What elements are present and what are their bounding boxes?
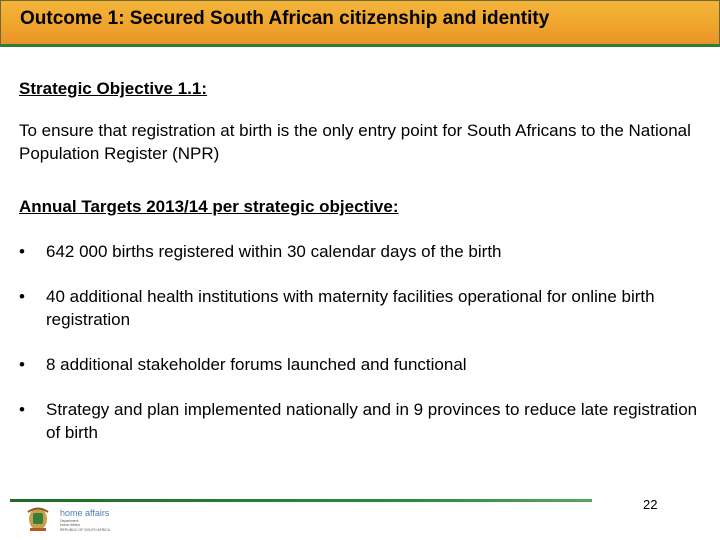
- slide-content: [19, 78, 699, 466]
- bullet-icon: •: [19, 287, 25, 306]
- list-item: [19, 353, 699, 376]
- targets-list: [19, 240, 699, 444]
- target-text: 40 additional health institutions with maternity facilities operational for online birth registration: [46, 287, 655, 329]
- targets-heading: Annual Targets 2013/14 per strategic objective:: [19, 197, 399, 216]
- home-affairs-logo-icon: [22, 504, 172, 534]
- target-text: 8 additional stakeholder forums launched and functional: [46, 355, 467, 374]
- target-text: 642 000 births registered within 30 calendar days of the birth: [46, 242, 502, 261]
- logo-subtext-1: Department:: [60, 519, 80, 523]
- list-item: [19, 398, 699, 444]
- logo-wordmark: home affairs: [60, 508, 110, 518]
- bullet-icon: •: [19, 242, 25, 261]
- objective-heading: Strategic Objective 1.1:: [19, 79, 208, 98]
- list-item: [19, 240, 699, 263]
- bullet-icon: •: [19, 355, 25, 374]
- coat-of-arms-icon: [28, 508, 48, 531]
- logo-subtext-2: Home Affairs: [60, 523, 80, 527]
- target-text: Strategy and plan implemented nationally and in 9 provinces to reduce late registration of birth: [46, 400, 698, 442]
- title-bar: [0, 0, 720, 47]
- logo-subtext-3: REPUBLIC OF SOUTH AFRICA: [60, 528, 111, 532]
- list-item: [19, 285, 699, 331]
- page-number: 22: [643, 497, 658, 512]
- bullet-icon: •: [19, 400, 25, 419]
- objective-text: To ensure that registration at birth is the only entry point for South Africans to the National Population Register (NPR): [19, 121, 691, 163]
- slide-title: Outcome 1: Secured South African citizenship and identity: [20, 8, 550, 29]
- footer-divider: [10, 499, 592, 502]
